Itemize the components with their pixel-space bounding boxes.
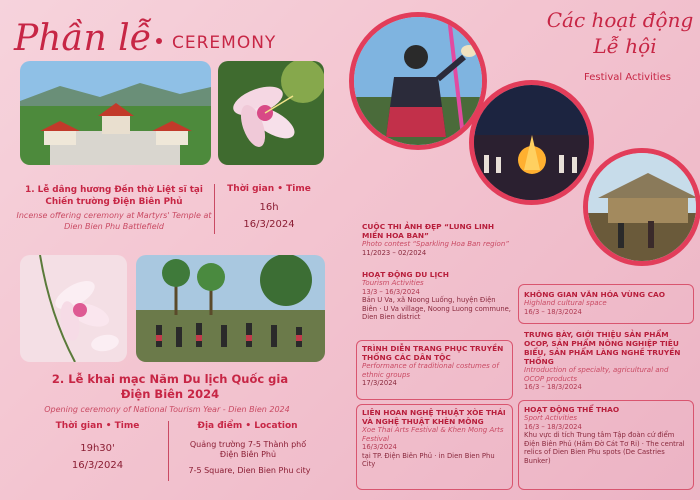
- event-costume: [362, 344, 510, 388]
- event-sport-location: Khu vực di tích Trung tâm Tập đoàn cứ điểm Điện Biên Phủ (Hầm Đờ Cát Tơ Ri) · The central relics of Dien Bien Phu spots (De Castries Bunker): [524, 431, 685, 465]
- event-costume-date: 17/3/2024: [362, 379, 397, 387]
- event-sport-date: 16/3 – 18/3/2024: [524, 422, 582, 431]
- festival-title-vn-2: Lễ hội: [593, 34, 657, 58]
- event-ocop-title: TRƯNG BÀY, GIỚI THIỆU SẢN PHẨM OCOP, SẢN PHẨM NÔNG NGHIỆP TIÊU BIỂU, SẢN PHẨM LÀNG NGHỀ TRUYỀN THỐNG: [524, 330, 681, 366]
- event-highland-subtitle: Highland cultural space: [524, 299, 607, 307]
- event-arts-title: LIÊN HOAN NGHỆ THUẬT XÒE THÁI VÀ NGHỆ THUẬT KHÈN MÔNG: [362, 408, 506, 426]
- event-sport: [524, 405, 690, 465]
- title-bullet: [156, 38, 162, 44]
- ceremony2-date: 16/3/2024: [71, 460, 124, 471]
- orchid-flower-photo-2: [20, 255, 127, 362]
- event-arts: [362, 408, 510, 469]
- festival-village-photo: [583, 148, 700, 266]
- ceremony1-time: 16h: [259, 202, 279, 213]
- ceremony2-time: 19h30': [80, 443, 115, 454]
- ceremony2-time-label: Thời gian • Time: [55, 421, 140, 431]
- ceremony-title-vn: Phần lễ: [14, 18, 152, 59]
- festival-title-en: Festival Activities: [584, 72, 671, 83]
- event-tourism-title: HOẠT ĐỘNG DU LỊCH: [362, 270, 449, 279]
- ceremony2-location-vn: Quảng trường 7-5 Thành phố Điện Biên Phủ: [189, 440, 307, 459]
- event-tourism-subtitle: Tourism Activities: [362, 279, 424, 287]
- ceremony2-title-vn: 2. Lễ khai mạc Năm Du lịch Quốc gia Điện Biên 2024: [51, 372, 289, 401]
- event-sport-subtitle: Sport Activities: [524, 414, 578, 422]
- ceremony2-location-en: 7-5 Square, Dien Bien Phu city: [188, 466, 311, 475]
- event-tourism-location: Bản U Va, xã Noong Luống, huyện Điện Biên · U Va village, Noong Luong commune, Dien Bien district: [362, 296, 511, 321]
- ceremony1-title-en: Incense offering ceremony at Martyrs' Temple at Dien Bien Phu Battlefield: [16, 211, 212, 231]
- martyrs-temple-photo: [20, 61, 211, 165]
- event-ocop-date: 16/3 – 18/3/2024: [524, 383, 582, 391]
- ceremony1-time-label: Thời gian • Time: [227, 184, 311, 194]
- event-arts-location: tại TP. Điện Biên Phủ · in Dien Bien Phu City: [362, 451, 495, 468]
- event-tourism-date: 13/3 – 16/3/2024: [362, 287, 420, 296]
- festival-title-vn-1: Các hoạt động: [546, 8, 694, 32]
- ceremony2-location-label: Địa điểm • Location: [197, 421, 298, 431]
- ceremony-title-en: CEREMONY: [172, 33, 277, 53]
- ceremony1-date: 16/3/2024: [243, 219, 295, 230]
- ceremony2-title-en: Opening ceremony of National Tourism Year - Dien Bien 2024: [44, 405, 290, 414]
- event-ocop: [524, 330, 690, 392]
- event-photo-contest: [362, 222, 512, 257]
- event-photo-contest-title: CUỘC THI ẢNH ĐẸP “LUNG LINH MIỀN HOA BAN”: [362, 222, 495, 240]
- event-sport-title: HOẠT ĐỘNG THỂ THAO: [524, 405, 620, 414]
- event-ocop-subtitle: Introduction of specialty, agricultural and OCOP products: [524, 366, 669, 383]
- ceremony1-title-vn: 1. Lễ dâng hương Đền thờ Liệt sĩ tại Chiến trường Điện Biên Phủ: [25, 185, 203, 207]
- ceremony2-divider: [168, 421, 169, 481]
- event-photo-contest-subtitle: Photo contest “Sparkling Hoa Ban region”: [362, 240, 509, 248]
- event-highland: [524, 290, 690, 316]
- event-highland-date: 16/3 – 18/3/2024: [524, 307, 582, 316]
- event-arts-date: 16/3/2024: [362, 443, 397, 451]
- event-photo-contest-date: 11/2023 – 02/2024: [362, 248, 427, 257]
- festival-dancer-photo: [349, 12, 487, 150]
- festival-bonfire-photo: [469, 80, 594, 205]
- event-highland-title: KHÔNG GIAN VĂN HÓA VÙNG CAO: [524, 290, 666, 299]
- orchid-flower-photo-1: [218, 61, 324, 165]
- event-tourism: [362, 270, 512, 322]
- event-arts-subtitle: Xoe Thai Arts Festival & Khen Mong Arts Festival: [362, 426, 504, 443]
- xoe-dance-photo: [136, 255, 325, 362]
- event-costume-subtitle: Performance of traditional costumes of ethnic groups: [362, 362, 499, 379]
- event-costume-title: TRÌNH DIỄN TRANG PHỤC TRUYỀN THỐNG CÁC DÂN TỘC: [362, 344, 504, 362]
